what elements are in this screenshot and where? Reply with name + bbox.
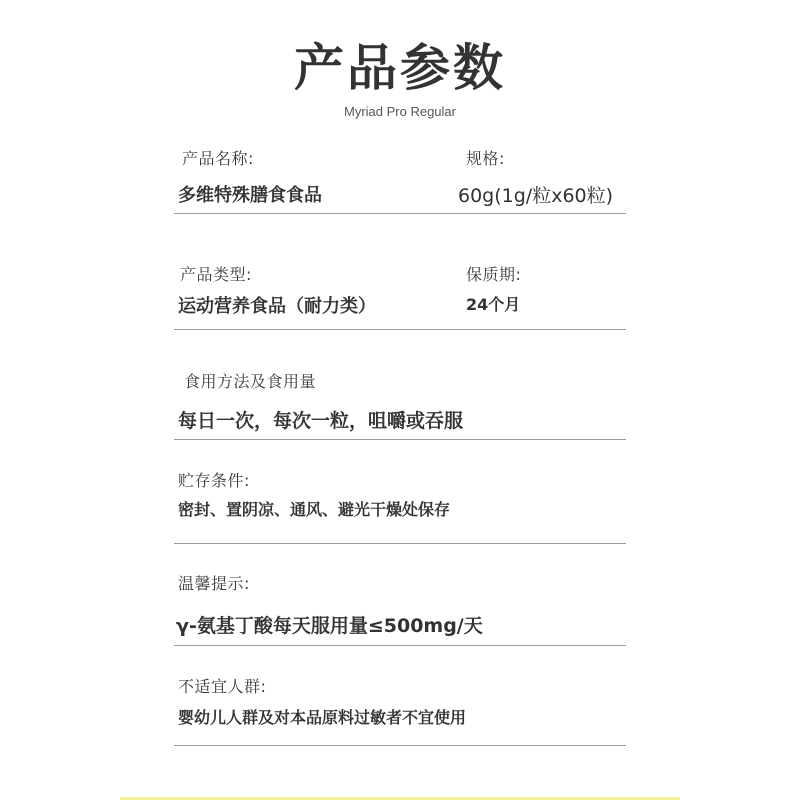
page-title: 产品参数 [294, 39, 506, 97]
divider-6 [174, 745, 626, 746]
divider-3 [174, 439, 626, 440]
product-type-value: 运动营养食品（耐力类） [178, 296, 376, 317]
shelf-life-value: 24个月 [466, 295, 521, 314]
storage-label: 贮存条件: [178, 471, 250, 490]
product-name-value: 多维特殊膳食食品 [178, 185, 322, 206]
divider-1 [174, 213, 626, 214]
product-type-label: 产品类型: [180, 265, 252, 284]
tips-label: 温馨提示: [178, 574, 250, 593]
unsuitable-label: 不适宜人群: [178, 677, 267, 696]
usage-label: 食用方法及食用量 [184, 372, 317, 391]
tips-value: γ-氨基丁酸每天服用量≤500mg/天 [176, 615, 483, 637]
shelf-life-label: 保质期: [466, 265, 522, 284]
product-name-label: 产品名称: [182, 149, 254, 168]
divider-4 [174, 543, 626, 544]
spec-label: 规格: [466, 149, 505, 168]
unsuitable-value: 婴幼儿人群及对本品原料过敏者不宜使用 [178, 708, 467, 727]
divider-5 [174, 645, 626, 646]
divider-2 [174, 329, 626, 330]
font-caption: Myriad Pro Regular [344, 104, 456, 119]
storage-value: 密封、置阴凉、通风、避光干燥处保存 [178, 500, 451, 519]
usage-value: 每日一次，每次一粒，咀嚼或吞服 [178, 410, 464, 432]
spec-value: 60g(1g/粒x60粒) [458, 185, 614, 207]
